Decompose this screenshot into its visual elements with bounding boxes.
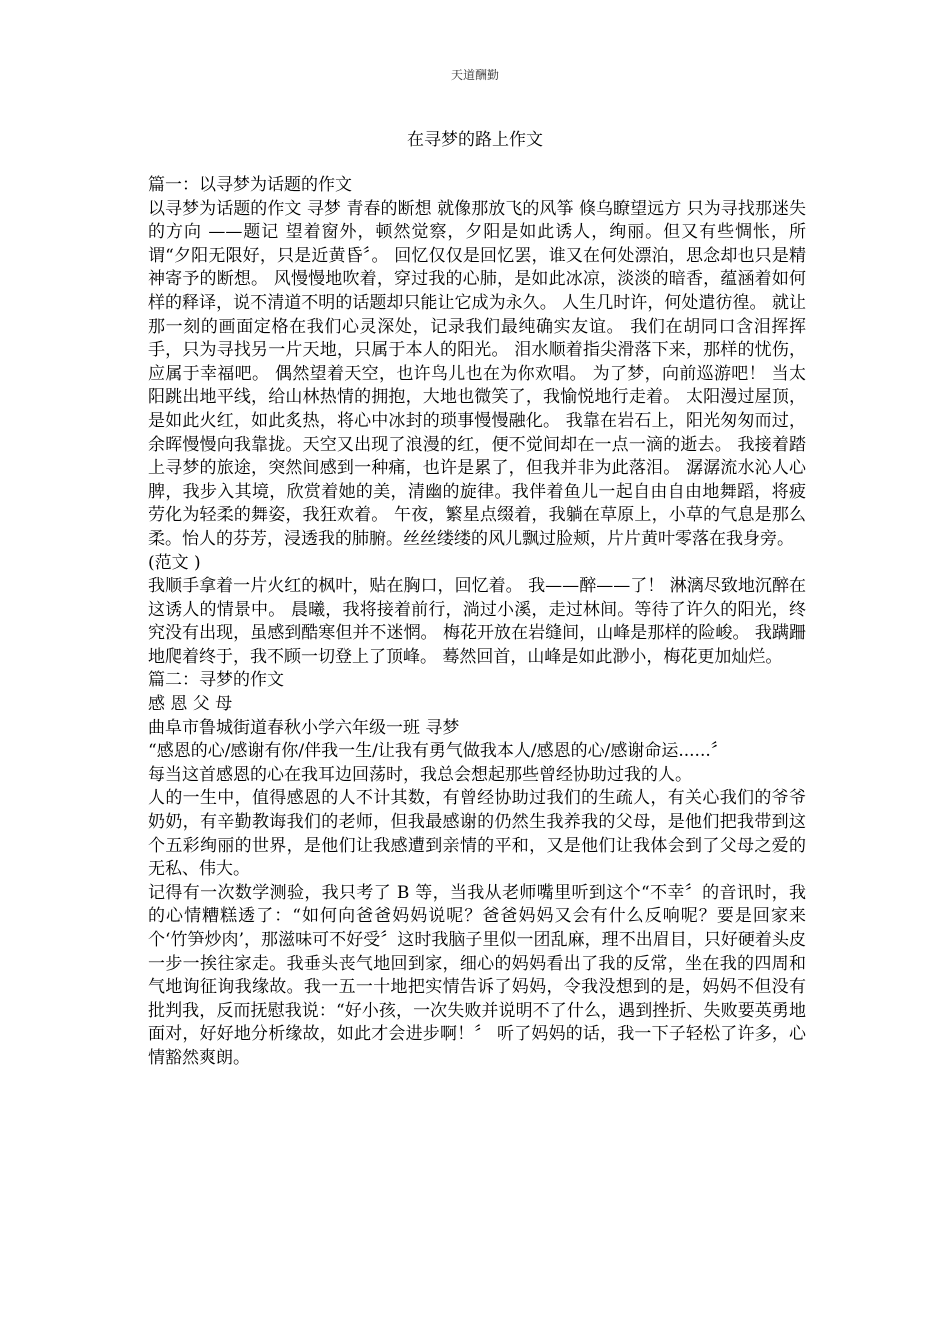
sample-label: (范文 ) [148,552,201,573]
quote-line: “感恩的心/感谢有你/伴我一生/让我有勇气做我本人/感恩的心/感谢命运......〞 [148,741,728,762]
body-paragraph: 我顺手拿着一片火红的枫叶，贴在胸口，回忆着。 我——醉——了！ 淋漓尽致地沉醉在这诱人的情景中。 晨曦，我将接着前行，淌过小溪，走过林间。等待了许久的阳光，终究没有出现，虽感到酷寒但并不迷惘。 梅花开放在岩缝间，山峰是那样的险峻。 我蹒跚地爬着终于，我不顾一切登上了顶峰。 蓦然回首，山峰是如此渺小，梅花更加灿烂。 [148,576,806,667]
section-heading-1: 篇一：以寻梦为话题的作文 [148,175,352,195]
section-heading-2: 篇二：寻梦的作文 [148,670,284,691]
author-line: 曲阜市鲁城街道春秋小学六年级一班 寻梦 [148,717,460,738]
document-body [148,174,806,1071]
body-paragraph: 人的一生中，值得感恩的人不计其数，有曾经协助过我们的生疏人，有关心我们的爷爷奶奶，有辛勤教诲我们的老师，但我最感谢的仍然生我养我的父母，是他们把我带到这个五彩绚丽的世界，是他们让我感遭到亲情的平和，又是他们让我体会到了父母之爱的无私、伟大。 [148,788,806,880]
essay-title: 感 恩 父 母 [148,694,233,715]
body-paragraph: 记得有一次数学测验，我只考了 B 等，当我从老师嘴里听到这个“不幸〞的音讯时，我的心情糟糕透了：“如何向爸爸妈妈说呢？爸爸妈妈又会有什么反响呢？要是回家来个‘竹笋炒肉’，那滋味可不好受〞这时我脑子里似一团乱麻，理不出眉目，只好硬着头皮一步一挨往家走。我垂头丧气地回到家，细心的妈妈看出了我的反常，坐在我的四周和气地询征询我缘故。我一五一十地把实情告诉了妈妈，令我没想到的是，妈妈不但没有批判我，反而抚慰我说：“好小孩，一次失败并说明不了什么，遇到挫折、失败要英勇地面对，好好地分析缘故，如此才会进步啊！〞 听了妈妈的话，我一下子轻松了许多，心情豁然爽朗。 [148,882,806,1068]
document-title: 在寻梦的路上作文 [407,130,543,150]
page-header: 天道酬勤 [450,68,499,82]
body-paragraph: 每当这首感恩的心在我耳边回荡时，我总会想起那些曾经协助过我的人。 [148,764,692,785]
body-paragraph: 以寻梦为话题的作文 寻梦 青春的断想 就像那放飞的风筝 倏乌瞭望远方 只为寻找那迷失的方向 ——题记 望着窗外，顿然觉察，夕阳是如此诱人，绚丽。但又有些惆怅，所谓“夕阳无限好，只是近黄昏〞。 回忆仅仅是回忆罢，谁又在何处漂泊，思念却也只是精神寄予的断想。 风慢慢地吹着，穿过我的心肺，是如此冰凉，淡淡的暗香，蕴涵着如何样的释译，说不清道不明的话题却只能让它成为永久。 人生几时许，何处遣彷徨。 就让那一刻的画面定格在我们心灵深处，记录我们最纯确实友谊。 我们在胡同口含泪挥挥手，只为寻找另一片天地，只属于本人的阳光。 泪水顺着指尖滑落下来，那样的忧伤，应属于幸福吧。 偶然望着天空，也许鸟儿也在为你欢唱。 为了梦，向前巡游吧！ 当太阳跳出地平线，给山林热情的拥抱，大地也微笑了，我愉悦地行走着。 太阳漫过屋顶，是如此火红，如此炙热，将心中冰封的琐事慢慢融化。 我靠在岩石上，阳光匆匆而过，余晖慢慢向我靠拢。天空又出现了浪漫的红，便不觉间却在一点一滴的逝去。 我接着踏上寻梦的旅途，突然间感到一种痛，也许是累了，但我并非为此落泪。 潺潺流水沁人心脾，我步入其境，欣赏着她的美，清幽的旋律。我伴着鱼儿一起自由自由地舞蹈，将疲劳化为轻柔的舞姿，我狂欢着。 午夜，繁星点缀着，我躺在草原上，小草的气息是那么柔。怡人的芬芳，浸透我的肺腑。丝丝缕缕的风儿飘过脸颊，片片黄叶零落在我身旁。 [148,198,806,549]
